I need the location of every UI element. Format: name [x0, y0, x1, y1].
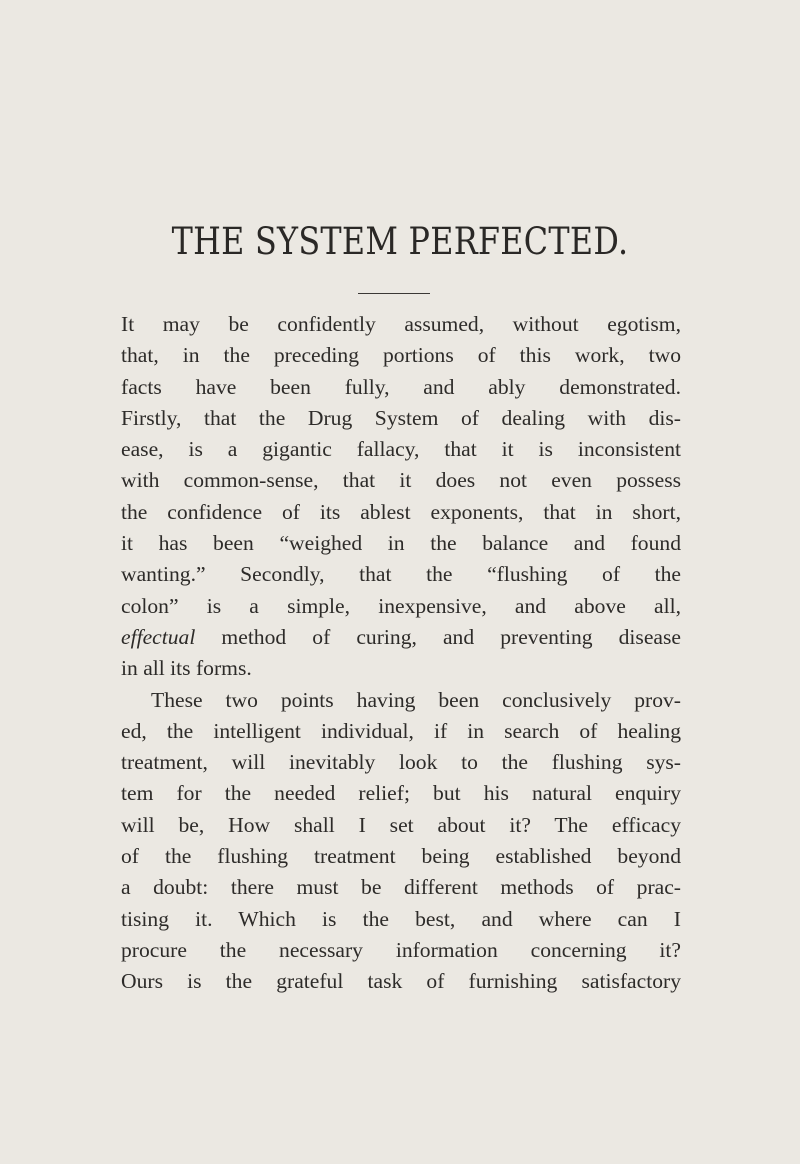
- text-segment: method of curing, and preventing disease: [195, 624, 681, 649]
- text-line: ease, is a gigantic fallacy, that it is inconsistent: [121, 437, 681, 462]
- body-text: [121, 309, 681, 998]
- paragraph-1: [121, 309, 681, 685]
- text-line: colon” is a simple, inexpensive, and above all,: [121, 593, 681, 618]
- text-line: it has been “weighed in the balance and found: [121, 531, 681, 556]
- text-line: will be, How shall I set about it? The efficacy: [121, 812, 681, 837]
- text-line: the confidence of its ablest exponents, that in short,: [121, 499, 681, 524]
- italic-word: effectual: [121, 624, 196, 649]
- text-line: ed, the intelligent individual, if in search of healing: [121, 718, 681, 743]
- text-line: These two points having been conclusively prov-: [151, 687, 681, 712]
- text-line: in all its forms.: [121, 656, 252, 681]
- text-line: [121, 622, 681, 653]
- title-rule: [358, 293, 430, 294]
- text-line: facts have been fully, and ably demonstrated.: [121, 374, 681, 399]
- text-line: a doubt: there must be different methods of prac-: [121, 875, 681, 900]
- text-line: with common-sense, that it does not even possess: [121, 468, 681, 493]
- paragraph-2: [121, 685, 681, 998]
- text-line: It may be confidently assumed, without egotism,: [121, 312, 681, 336]
- text-line: treatment, will inevitably look to the flushing sys-: [121, 750, 681, 775]
- chapter-title: THE SYSTEM PERFECTED.: [171, 220, 629, 263]
- text-line: of the flushing treatment being established beyond: [121, 844, 681, 869]
- text-line: tem for the needed relief; but his natural enquiry: [121, 781, 681, 806]
- text-line: that, in the preceding portions of this work, two: [121, 343, 681, 368]
- text-line: Firstly, that the Drug System of dealing with dis-: [121, 405, 681, 430]
- text-line: wanting.” Secondly, that the “flushing of the: [121, 562, 681, 587]
- text-line: tising it. Which is the best, and where can I: [121, 906, 681, 931]
- text-line: Ours is the grateful task of furnishing satisfactory: [121, 969, 681, 994]
- text-line: procure the necessary information concerning it?: [121, 937, 681, 962]
